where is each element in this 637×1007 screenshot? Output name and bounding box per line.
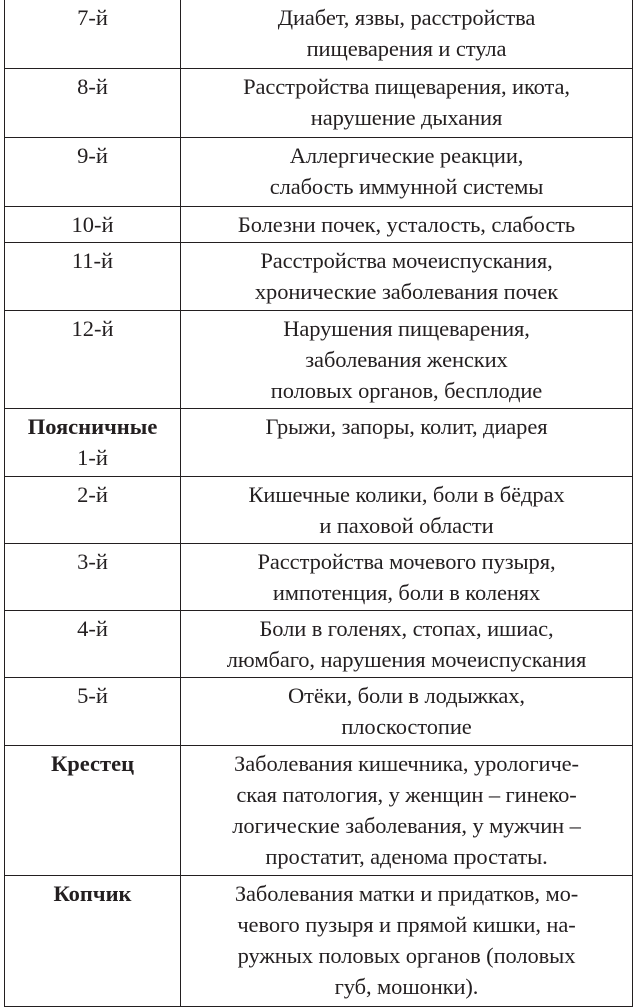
table-row [5, 206, 633, 242]
symptoms-line: нарушение дыхания [310, 104, 503, 130]
vertebra-cell [5, 242, 181, 310]
table-row [5, 476, 633, 543]
symptoms-line: Расстройства мочевого пузыря, [257, 548, 556, 574]
vertebra-cell [5, 68, 181, 137]
table-row [5, 408, 633, 476]
symptoms-cell [181, 677, 633, 745]
symptoms-cell [181, 137, 633, 206]
symptoms-line: логические заболевания, у мужчин – [232, 812, 581, 838]
symptoms-line: импотенция, боли в коленях [272, 579, 541, 605]
section-label-lumbar: Поясничные [27, 413, 158, 439]
vertebra-label: 10-й [71, 211, 114, 237]
table-row [5, 242, 633, 310]
symptoms-line: простатит, аденома простаты. [265, 843, 548, 869]
vertebra-label: 2-й [77, 481, 108, 507]
table-row [5, 0, 633, 68]
vertebra-cell [5, 137, 181, 206]
symptoms-cell [181, 610, 633, 677]
table-row [5, 310, 633, 408]
symptoms-cell [181, 745, 633, 875]
symptoms-line: Боли в голенях, стопах, ишиас, [259, 615, 554, 641]
symptoms-line: Болезни почек, усталость, слабость [237, 211, 576, 237]
symptoms-line: люмбаго, нарушения мочеиспускания [226, 646, 587, 672]
vertebra-cell [5, 677, 181, 745]
symptoms-line: ружных половых органов (половых [237, 942, 576, 968]
symptoms-line: слабость иммунной системы [269, 173, 544, 199]
symptoms-line: Аллергические реакции, [289, 142, 524, 168]
table-row [5, 137, 633, 206]
symptoms-line: Кишечные колики, боли в бёдрах [248, 481, 565, 507]
symptoms-line: и паховой области [319, 512, 494, 538]
symptoms-cell [181, 543, 633, 610]
vertebra-cell [5, 543, 181, 610]
table-row [5, 745, 633, 875]
symptoms-line: ская патология, у женщин – гинеко- [236, 781, 577, 807]
symptoms-line: Расстройства пищеварения, икота, [243, 73, 570, 99]
table-row [5, 677, 633, 745]
vertebra-cell [5, 310, 181, 408]
symptoms-cell [181, 0, 633, 68]
symptoms-cell [181, 408, 633, 476]
symptoms-cell [181, 875, 633, 1006]
symptoms-cell [181, 476, 633, 543]
vertebra-cell [5, 408, 181, 476]
section-label-coccyx: Копчик [53, 880, 132, 906]
table-row [5, 875, 633, 1006]
vertebra-label: 3-й [77, 548, 108, 574]
symptoms-line: Нарушения пищеварения, [283, 315, 530, 341]
symptoms-line: Отёки, боли в лодыжках, [288, 682, 525, 708]
symptoms-line: чевого пузыря и прямой кишки, на- [237, 911, 576, 937]
vertebra-label: 12-й [71, 315, 114, 341]
symptoms-line: губ, мошонки). [334, 973, 479, 999]
vertebra-label: 4-й [77, 615, 108, 641]
vertebra-cell [5, 0, 181, 68]
symptoms-line: Диабет, язвы, расстройства [277, 5, 536, 30]
symptoms-cell [181, 310, 633, 408]
vertebra-label: 5-й [77, 682, 108, 708]
vertebra-label: 9-й [77, 142, 108, 168]
vertebra-label: 1-й [77, 444, 108, 470]
symptoms-line: Расстройства мочеиспускания, [260, 247, 553, 273]
vertebra-label: 11-й [71, 247, 114, 273]
symptoms-line: Грыжи, запоры, колит, диарея [265, 413, 548, 439]
table-row [5, 610, 633, 677]
vertebra-cell [5, 206, 181, 242]
vertebra-cell [5, 745, 181, 875]
symptoms-cell [181, 206, 633, 242]
symptoms-line: плоскостопие [341, 713, 472, 739]
vertebra-cell [5, 875, 181, 1006]
symptoms-line: Заболевания кишечника, урологиче- [234, 750, 579, 776]
vertebra-label: 8-й [77, 73, 108, 99]
table-row [5, 68, 633, 137]
symptoms-line: пищеварения и стула [306, 36, 507, 61]
symptoms-cell [181, 242, 633, 310]
vertebra-cell [5, 476, 181, 543]
symptoms-cell [181, 68, 633, 137]
symptoms-line: заболевания женских [305, 346, 508, 372]
spine-symptoms-table [4, 0, 633, 1007]
vertebra-cell [5, 610, 181, 677]
table-row [5, 543, 633, 610]
symptoms-line: Заболевания матки и придатков, мо- [234, 880, 579, 906]
symptoms-line: хронические заболевания почек [254, 278, 559, 304]
vertebra-label: 7-й [77, 5, 108, 30]
section-label-sacrum: Крестец [50, 750, 135, 776]
symptoms-line: половых органов, бесплодие [270, 377, 543, 403]
